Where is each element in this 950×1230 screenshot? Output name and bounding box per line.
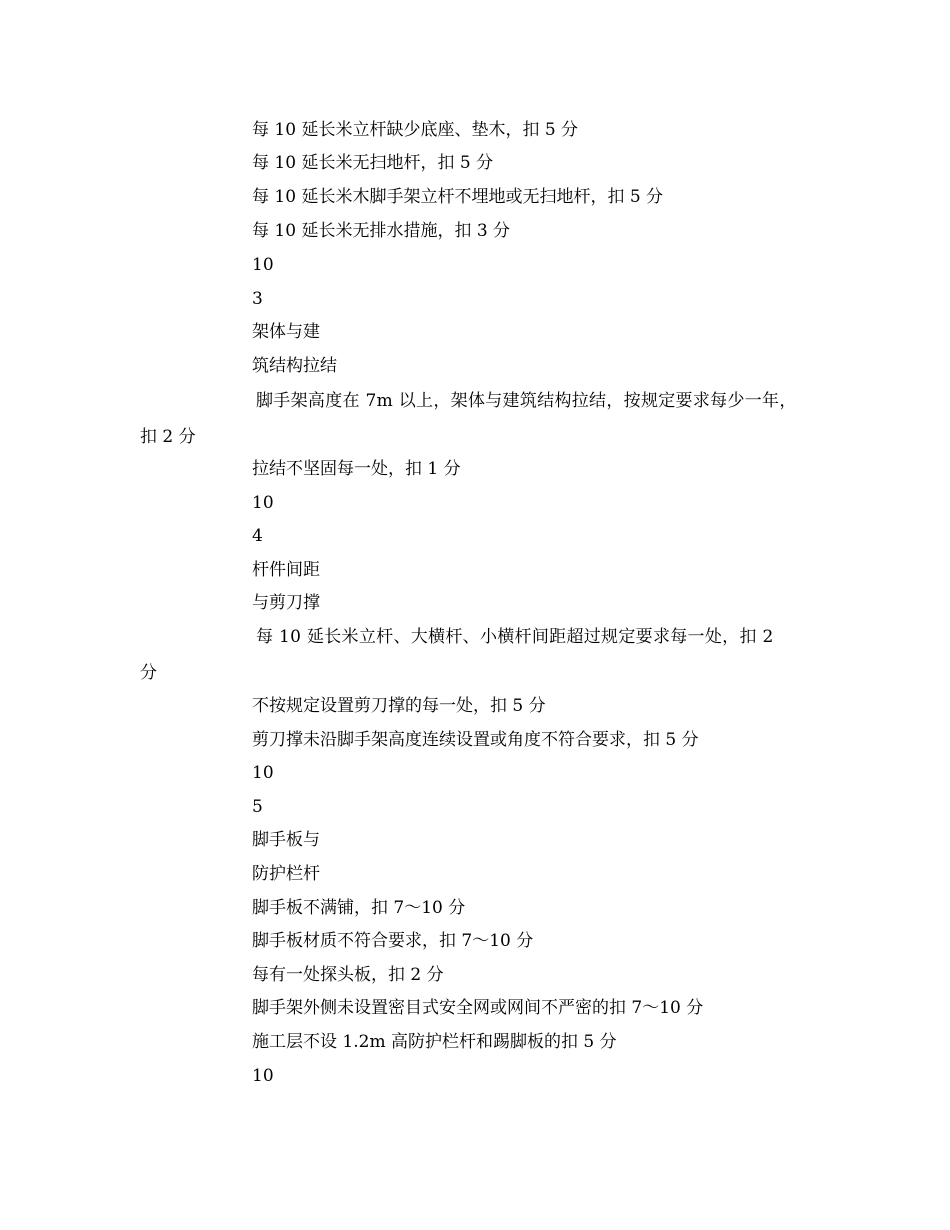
item-title: 筑结构拉结 — [252, 356, 337, 376]
item-title: 与剪刀撑 — [252, 593, 320, 613]
item-title: 架体与建 — [252, 322, 320, 342]
text-line: 脚手架外侧未设置密目式安全网或网间不严密的扣 7～10 分 — [252, 998, 704, 1018]
text-line: 脚手架高度在 7m 以上，架体与建筑结构拉结，按规定要求每少一年， — [256, 391, 797, 411]
text-line: 脚手板材质不符合要求，扣 7～10 分 — [252, 931, 534, 951]
score-value: 10 — [252, 255, 274, 275]
text-line: 施工层不设 1.2m 高防护栏杆和踢脚板的扣 5 分 — [252, 1032, 617, 1052]
text-line: 每 10 延长米立杆、大横杆、小横杆间距超过规定要求每一处，扣 2 — [256, 627, 774, 647]
text-line-continuation: 扣 2 分 — [140, 427, 196, 447]
text-line: 拉结不坚固每一处，扣 1 分 — [252, 459, 461, 479]
text-line: 每 10 延长米立杆缺少底座、垫木，扣 5 分 — [252, 120, 579, 140]
item-number: 3 — [252, 289, 263, 309]
text-line-continuation: 分 — [140, 663, 157, 683]
score-value: 10 — [252, 493, 274, 513]
item-number: 5 — [252, 797, 263, 817]
text-line: 每 10 延长米木脚手架立杆不埋地或无扫地杆，扣 5 分 — [252, 187, 664, 207]
text-line: 脚手板不满铺，扣 7～10 分 — [252, 898, 466, 918]
text-line: 每有一处探头板，扣 2 分 — [252, 965, 444, 985]
score-value: 10 — [252, 763, 274, 783]
item-title: 防护栏杆 — [252, 864, 320, 884]
text-line: 每 10 延长米无扫地杆，扣 5 分 — [252, 153, 494, 173]
text-line: 剪刀撑未沿脚手架高度连续设置或角度不符合要求，扣 5 分 — [252, 730, 699, 750]
score-value: 10 — [252, 1066, 274, 1086]
text-line: 每 10 延长米无排水措施，扣 3 分 — [252, 221, 511, 241]
item-number: 4 — [252, 526, 263, 546]
text-line: 不按规定设置剪刀撑的每一处，扣 5 分 — [252, 696, 546, 716]
item-title: 脚手板与 — [252, 830, 320, 850]
item-title: 杆件间距 — [252, 560, 320, 580]
